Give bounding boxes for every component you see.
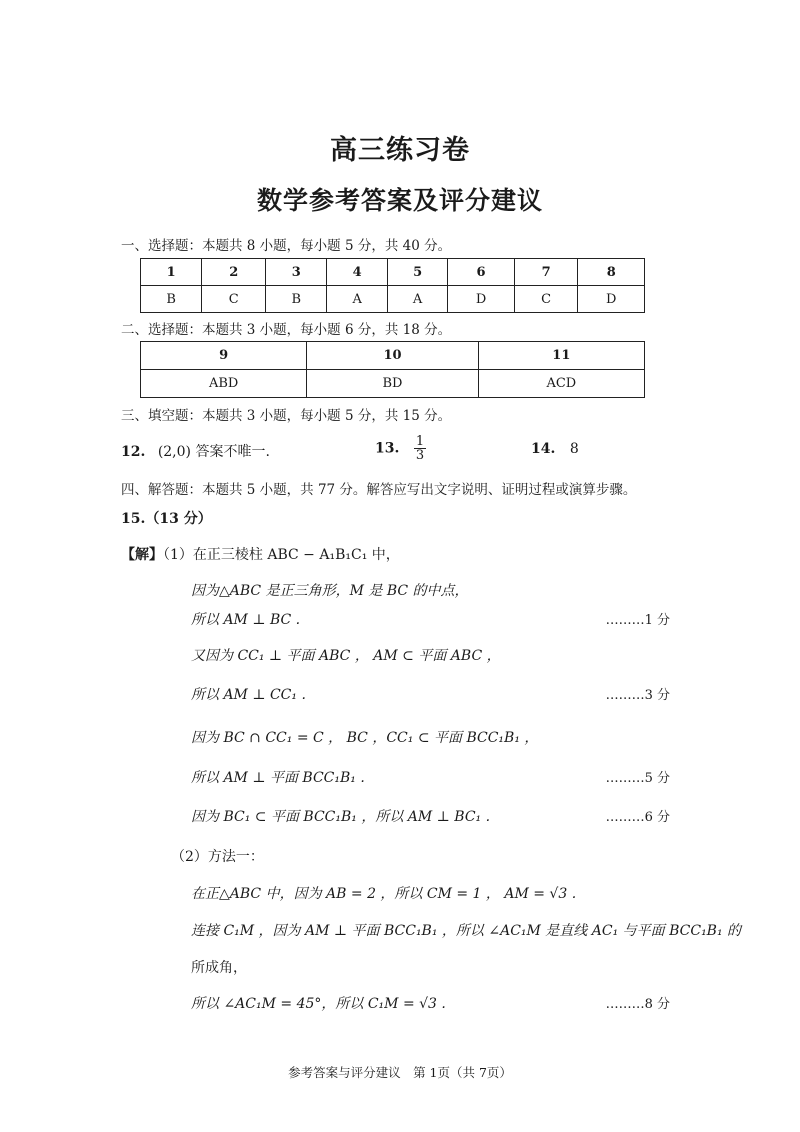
q13-number: 13. bbox=[375, 440, 400, 457]
solution-line: 因为 BC₁ ⊂ 平面 BCC₁B₁ ，所以 AM ⊥ BC₁ . bbox=[191, 809, 491, 825]
question-number: 11 bbox=[478, 342, 644, 370]
solution-line: 所以 AM ⊥ BC . bbox=[191, 612, 301, 628]
question-number: 5 bbox=[387, 259, 447, 286]
answer-cell: B bbox=[141, 286, 202, 313]
question-number: 2 bbox=[202, 259, 266, 286]
q14-answer bbox=[531, 441, 579, 457]
q15-title: 15.（13 分） bbox=[121, 511, 212, 527]
q15-part1-intro bbox=[121, 544, 400, 564]
solution-line: 所以 AM ⊥ CC₁ . bbox=[191, 687, 306, 703]
answer-row bbox=[141, 370, 645, 398]
fraction-denominator: 3 bbox=[415, 448, 425, 463]
score-marker: ………3 分 bbox=[605, 688, 670, 703]
answer-cell: D bbox=[448, 286, 514, 313]
answer-cell: BD bbox=[307, 370, 478, 398]
question-number: 6 bbox=[448, 259, 514, 286]
section2-heading: 二、选择题：本题共 3 小题，每小题 6 分，共 18 分。 bbox=[121, 322, 452, 338]
question-row bbox=[141, 342, 645, 370]
question-number: 3 bbox=[266, 259, 327, 286]
page-footer: 参考答案与评分建议 第 1页（共 7页） bbox=[288, 1065, 512, 1080]
q12-number: 12. bbox=[121, 444, 146, 460]
question-number: 4 bbox=[327, 259, 387, 286]
q13-answer bbox=[375, 435, 426, 462]
solve-label: 【解】 bbox=[121, 547, 163, 563]
answer-row bbox=[141, 286, 645, 313]
solution-line: 在正△ABC 中，因为 AB = 2 ，所以 CM = 1 ， AM = √3 . bbox=[191, 886, 577, 902]
answer-cell: A bbox=[327, 286, 387, 313]
score-marker: ………6 分 bbox=[605, 810, 670, 825]
section1-heading: 一、选择题：本题共 8 小题，每小题 5 分，共 40 分。 bbox=[121, 238, 452, 254]
score-marker: ………5 分 bbox=[605, 771, 670, 786]
fraction bbox=[414, 435, 426, 462]
question-number: 9 bbox=[141, 342, 307, 370]
section2-answer-table bbox=[140, 341, 645, 398]
solution-line: 因为△ABC 是正三角形，M 是 BC 的中点， bbox=[191, 583, 469, 599]
solution-line: 因为 BC ∩ CC₁ = C ， BC ，CC₁ ⊂ 平面 BCC₁B₁ ， bbox=[191, 730, 539, 746]
answer-cell: C bbox=[514, 286, 578, 313]
answer-cell: D bbox=[578, 286, 645, 313]
solution-line: 所以 ∠AC₁M = 45°，所以 C₁M = √3 . bbox=[191, 996, 446, 1012]
page-title: 高三练习卷 bbox=[330, 135, 470, 166]
solution-line: 所以 AM ⊥ 平面 BCC₁B₁ . bbox=[191, 770, 365, 786]
question-number: 10 bbox=[307, 342, 478, 370]
answer-cell: A bbox=[387, 286, 447, 313]
fraction-numerator: 1 bbox=[415, 434, 425, 449]
q12-answer bbox=[121, 441, 270, 461]
question-number: 7 bbox=[514, 259, 578, 286]
question-number: 1 bbox=[141, 259, 202, 286]
section4-heading: 四、解答题：本题共 5 小题，共 77 分。解答应写出文字说明、证明过程或演算步骤。 bbox=[121, 482, 637, 498]
page-subtitle: 数学参考答案及评分建议 bbox=[256, 186, 543, 215]
answer-cell: ABD bbox=[141, 370, 307, 398]
solution-line: 连接 C₁M ，因为 AM ⊥ 平面 BCC₁B₁ ，所以 ∠AC₁M 是直线 AC₁ 与平面 BCC₁B₁ 的 bbox=[191, 923, 742, 939]
q12-text: (2,0) 答案不唯一. bbox=[157, 444, 270, 460]
q14-number: 14. bbox=[531, 441, 556, 457]
q14-text: 8 bbox=[569, 441, 579, 457]
answer-cell: ACD bbox=[478, 370, 644, 398]
answer-cell: B bbox=[266, 286, 327, 313]
part2-label: （2）方法一： bbox=[171, 849, 264, 865]
section1-answer-table bbox=[140, 258, 645, 313]
solution-line: 又因为 CC₁ ⊥ 平面 ABC ， AM ⊂ 平面 ABC ， bbox=[191, 648, 501, 664]
section3-heading: 三、填空题：本题共 3 小题，每小题 5 分，共 15 分。 bbox=[121, 408, 452, 424]
question-row bbox=[141, 259, 645, 286]
score-marker: ………1 分 bbox=[605, 613, 670, 628]
score-marker: ………8 分 bbox=[605, 997, 670, 1012]
answer-cell: C bbox=[202, 286, 266, 313]
part1-intro-text: （1）在正三棱柱 ABC − A₁B₁C₁ 中， bbox=[163, 547, 400, 563]
question-number: 8 bbox=[578, 259, 645, 286]
solution-line: 所成角， bbox=[191, 960, 247, 976]
